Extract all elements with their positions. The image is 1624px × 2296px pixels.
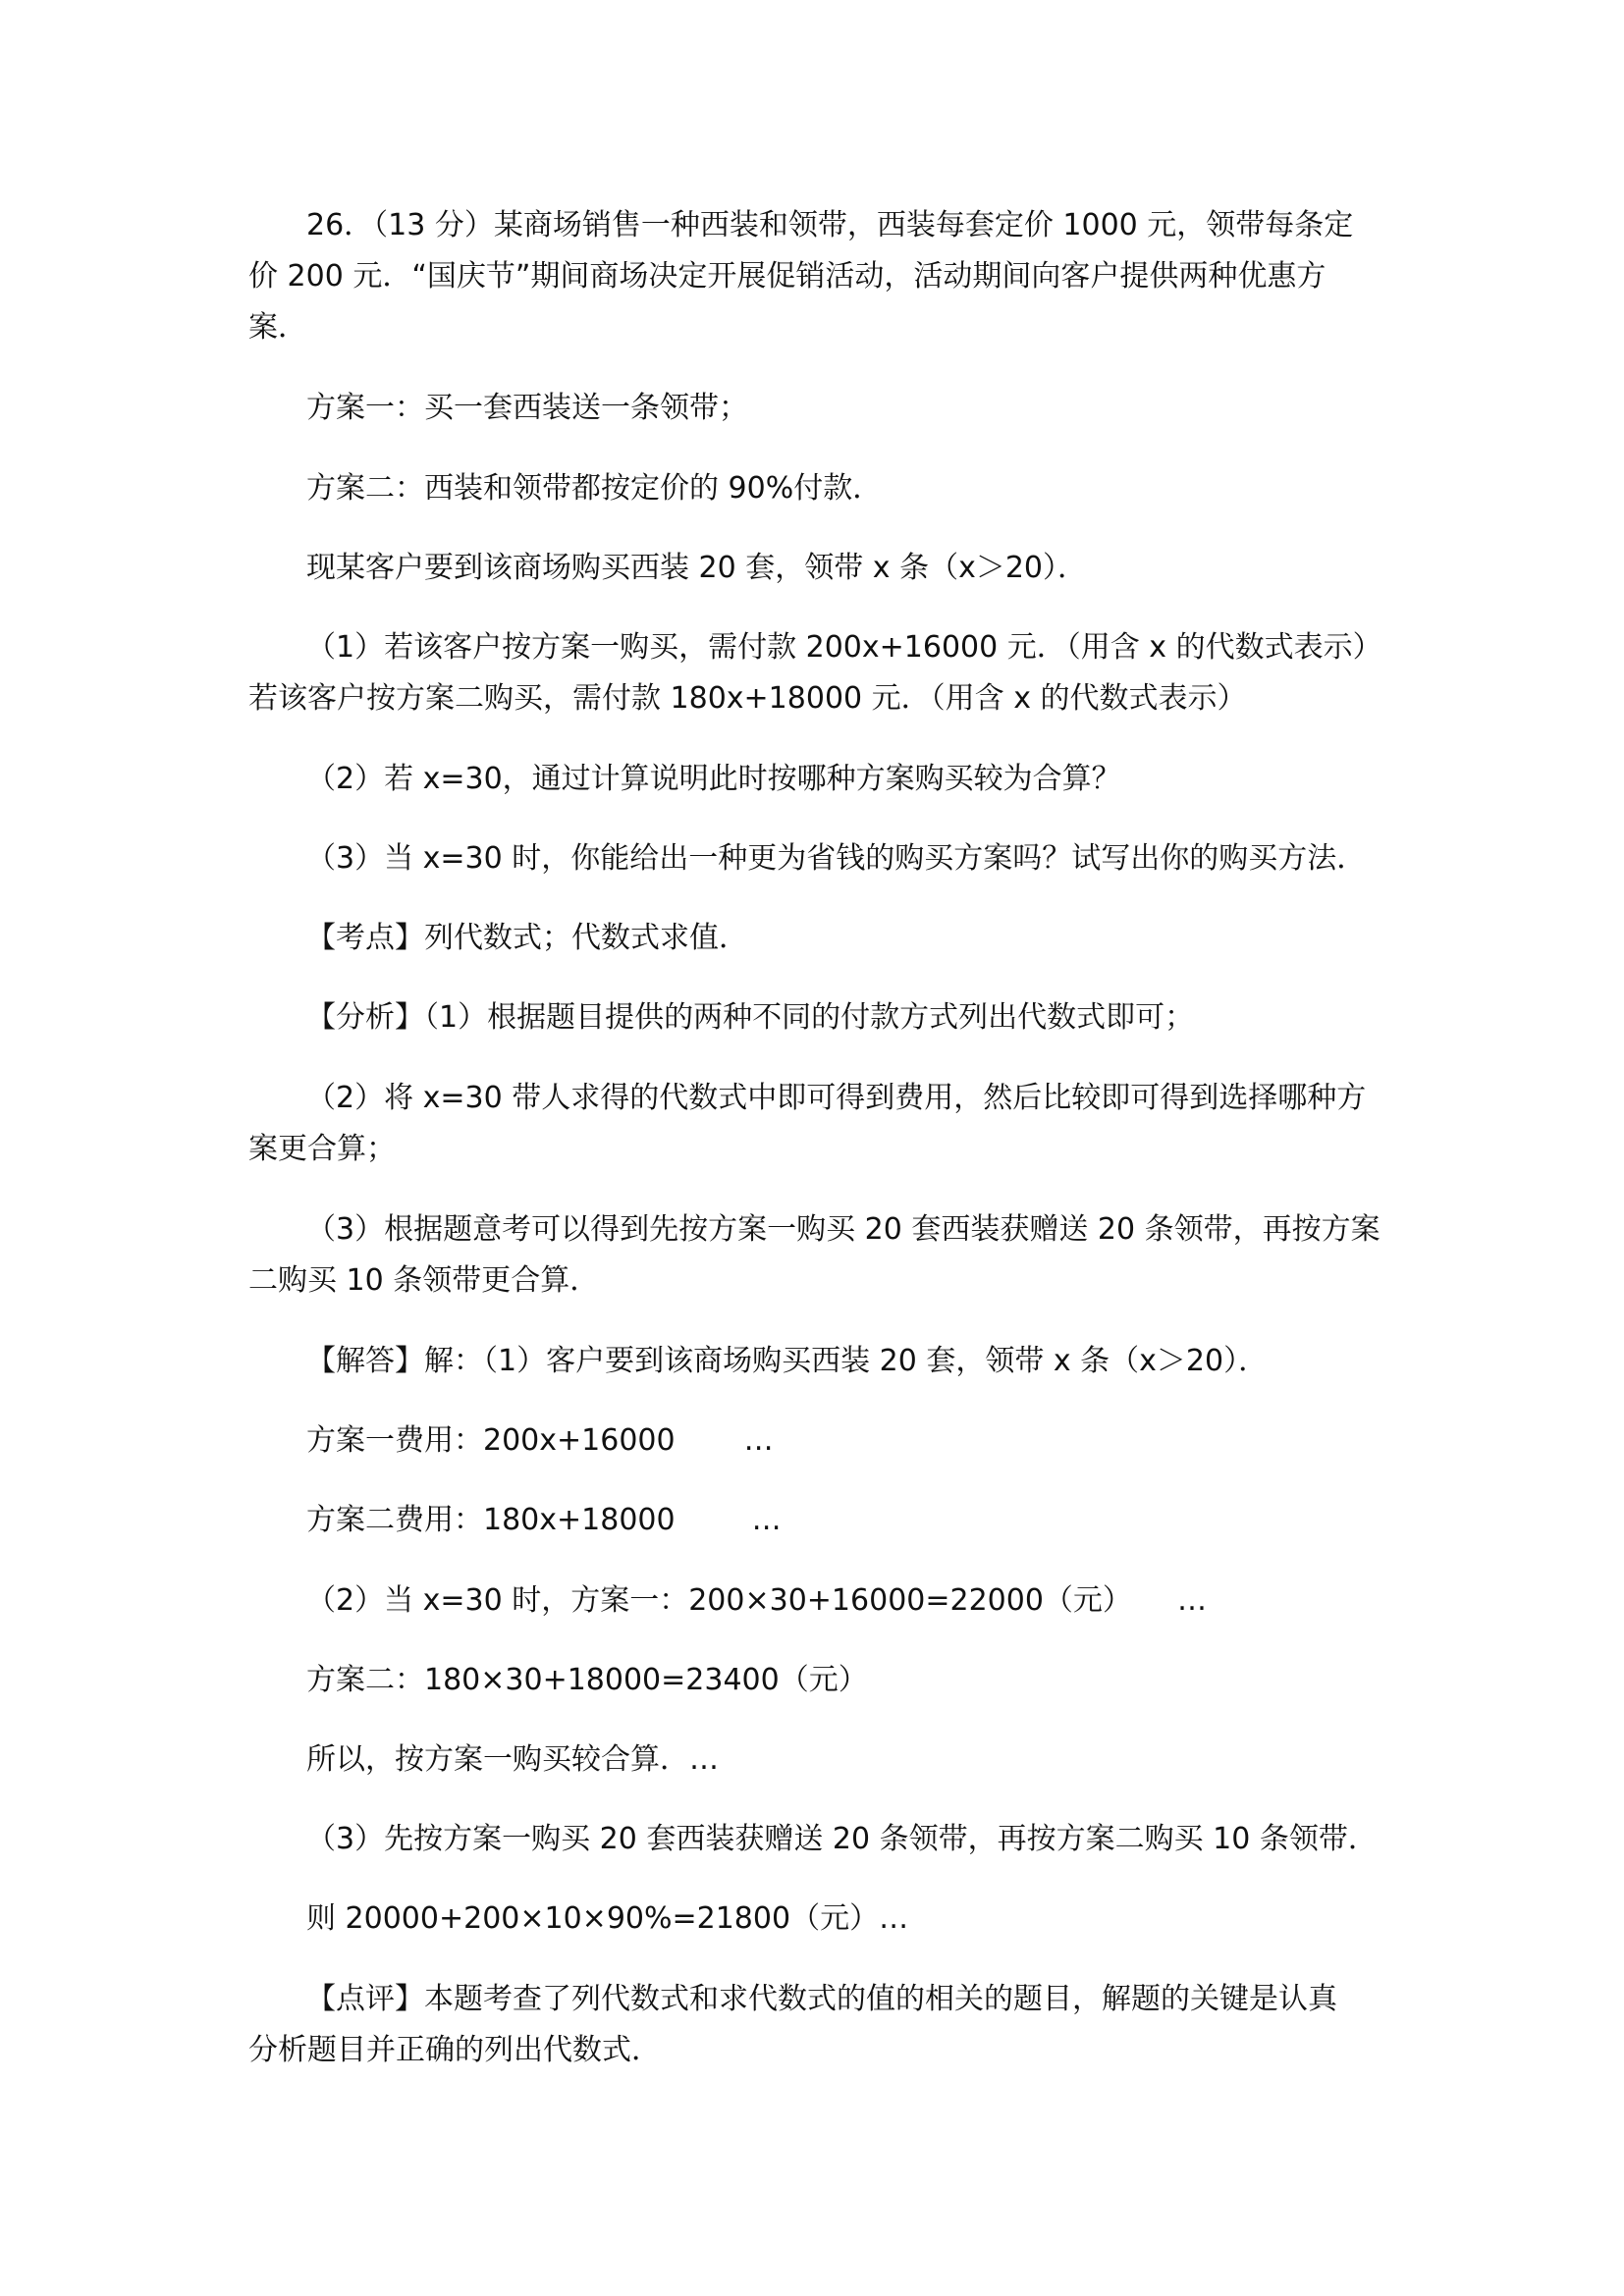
fenxi-line-1: 【分析】（1）根据题目提供的两种不同的付款方式列出代数式即可；: [306, 1000, 1195, 1035]
part2-question: （2）若 x=30，通过计算说明此时按哪种方案购买较为合算？: [306, 762, 1121, 796]
part1-line-2: 若该客户按方案二购买，需付款 180x+18000 元．（用含 x 的代数式表示）: [248, 681, 1247, 716]
jieda-line-1: 【解答】解：（1）客户要到该商场购买西装 20 套，领带 x 条（x＞20）．: [306, 1344, 1269, 1378]
fenxi-line-2b: 案更合算；: [248, 1132, 396, 1166]
question-line-2: 价 200 元．“国庆节”期间商场决定开展促销活动，活动期间向客户提供两种优惠方: [248, 259, 1326, 294]
cost-plan-one: [306, 1421, 774, 1461]
cost-plan-two: [306, 1501, 782, 1540]
jieda-part3-line-1: （3）先按方案一购买 20 套西装获赠送 20 条领带，再按方案二购买 10 条领带．: [306, 1822, 1378, 1856]
jieda-part3-line-2: 则 20000+200×10×90%=21800（元）…: [306, 1901, 909, 1936]
jieda-part2-line-2: 方案二：180×30+18000=23400（元）: [306, 1663, 868, 1697]
question-intro: 现某客户要到该商场购买西装 20 套，领带 x 条（x＞20）．: [306, 551, 1087, 585]
jieda-part2-line-1: [306, 1581, 1207, 1621]
question-line-1: 26．（13 分）某商场销售一种西装和领带，西装每套定价 1000 元，领带每条定: [306, 208, 1354, 242]
cost-plan-two-text: 方案二费用：180x+18000: [306, 1503, 676, 1537]
fenxi-line-3a: （3）根据题意考可以得到先按方案一购买 20 套西装获赠送 20 条领带，再按方案: [306, 1212, 1380, 1247]
kaodian-section: 【考点】列代数式；代数式求值．: [306, 921, 748, 955]
jieda-part2-line-3: 所以，按方案一购买较合算．…: [306, 1742, 719, 1777]
fenxi-line-2a: （2）将 x=30 带人求得的代数式中即可得到费用，然后比较即可得到选择哪种方: [306, 1081, 1367, 1115]
part3-question: （3）当 x=30 时，你能给出一种更为省钱的购买方案吗？试写出你的购买方法．: [306, 841, 1367, 876]
plan-two: 方案二：西装和领带都按定价的 90%付款．: [306, 471, 883, 506]
fenxi-line-3b: 二购买 10 条领带更合算．: [248, 1263, 600, 1298]
cost-plan-one-dots: …: [743, 1423, 774, 1458]
jieda-part2-text: （2）当 x=30 时，方案一：200×30+16000=22000（元）: [306, 1583, 1132, 1618]
part1-line-1: （1）若该客户按方案一购买，需付款 200x+16000 元．（用含 x 的代数式表示）: [306, 630, 1382, 665]
dianping-line-2: 分析题目并正确的列出代数式．: [248, 2033, 661, 2067]
jieda-part2-dots: …: [1176, 1583, 1207, 1618]
cost-plan-two-dots: …: [751, 1503, 782, 1537]
cost-plan-one-text: 方案一费用：200x+16000: [306, 1423, 676, 1458]
plan-one: 方案一：买一套西装送一条领带；: [306, 391, 748, 425]
question-line-3: 案．: [248, 310, 307, 345]
dianping-line-1: 【点评】本题考查了列代数式和求代数式的值的相关的题目，解题的关键是认真: [306, 1982, 1337, 2016]
